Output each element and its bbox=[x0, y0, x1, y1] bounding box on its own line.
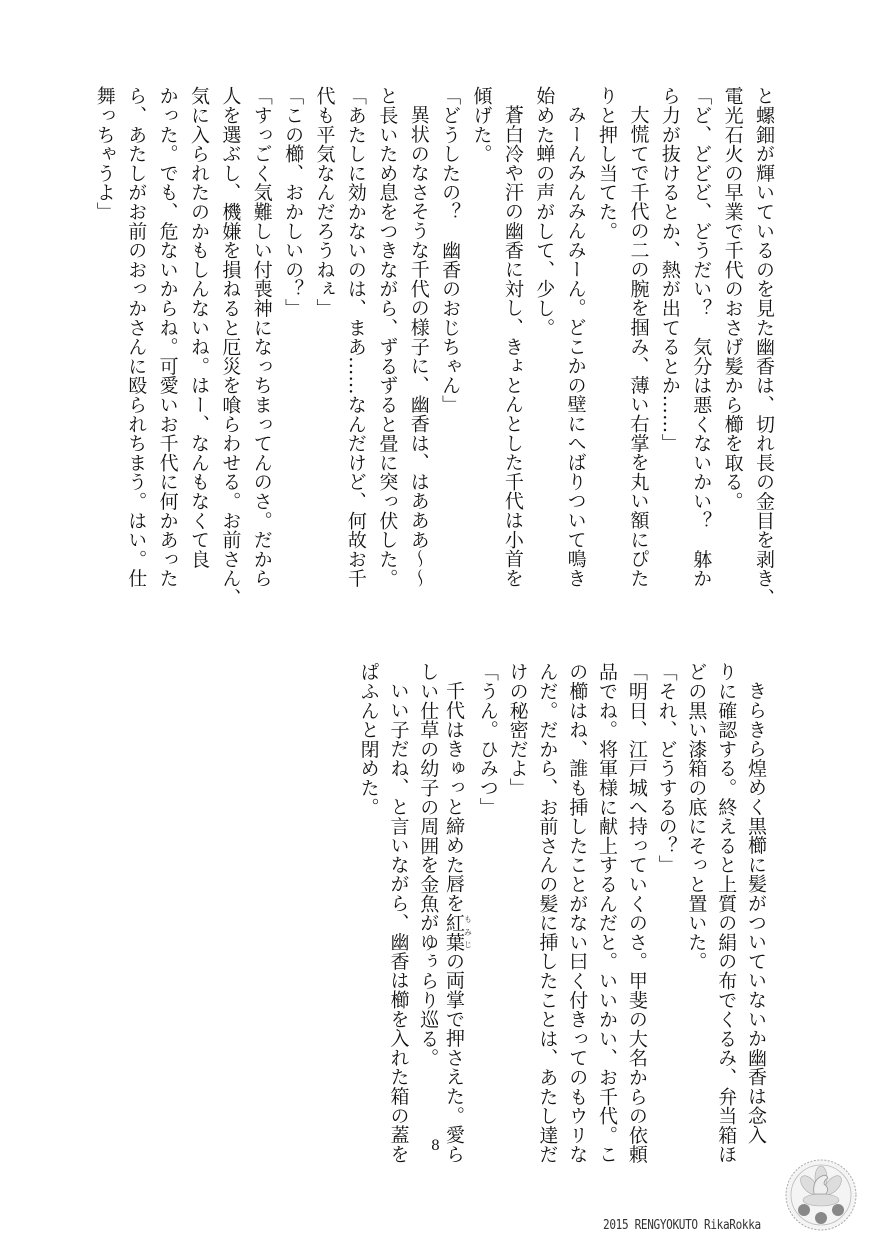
text-column bbox=[591, 662, 621, 1182]
text-column bbox=[340, 86, 371, 616]
column-text: りと押し当てた。 bbox=[596, 86, 619, 241]
text-column bbox=[685, 86, 716, 616]
text-column bbox=[120, 86, 151, 616]
column-text: 傾げた。 bbox=[470, 86, 493, 164]
column-text: どの黒い漆箱の底にそっと置いた。 bbox=[685, 662, 708, 971]
column-text: かった。でも、危ないからね。可愛いお千代に何かあった bbox=[156, 86, 179, 588]
text-column bbox=[561, 662, 591, 1182]
column-text: 代も平気なんだろうねぇ」 bbox=[313, 86, 336, 318]
text-column bbox=[653, 86, 684, 616]
column-text: 「この櫛、おかしいの？」 bbox=[282, 86, 305, 318]
text-column bbox=[502, 662, 532, 1182]
column-text: りに確認する。終えると上質の絹の布でくるみ、弁当箱ほ bbox=[715, 662, 738, 1164]
text-column bbox=[434, 86, 465, 616]
column-text: けの秘密だよ」 bbox=[506, 662, 529, 798]
ruby-base: 紅葉 bbox=[443, 912, 466, 952]
top-text-block bbox=[88, 86, 779, 616]
text-column bbox=[532, 662, 562, 1182]
column-text: 電光石火の早業で千代のおさげ髪から櫛を取る。 bbox=[721, 86, 744, 511]
text-column bbox=[465, 86, 496, 616]
column-text: 「あたしに効かないのは、まあ……なんだけど、何故お千 bbox=[344, 86, 367, 588]
column-text: 「うん。ひみつ」 bbox=[476, 662, 499, 817]
text-column bbox=[740, 662, 770, 1182]
column-text: 「明日、江戸城へ持っていくのさ。甲斐の大名からの依頼 bbox=[625, 662, 648, 1164]
column-text: しい仕草の幼子の周囲を金魚がゆぅらり巡る。 bbox=[417, 662, 440, 1068]
text-column bbox=[442, 662, 472, 1182]
column-text: きらきら煌めく黒櫛に髪がついていないか幽香は念入 bbox=[745, 681, 767, 1145]
column-text: 気に入られたのかもしんないね。はー、なんもなくて良 bbox=[187, 86, 210, 569]
text-column bbox=[383, 662, 413, 1182]
footer-credit: 2015 RENGYOKUTO RikaRokka bbox=[603, 1218, 761, 1233]
column-text: と長いため息をつきながら、ずるずると畳に突っ伏した。 bbox=[376, 86, 399, 588]
text-column bbox=[183, 86, 214, 616]
bottom-text-block bbox=[353, 662, 770, 1182]
text-column bbox=[353, 662, 383, 1182]
column-text: 異状のなさそうな千代の様子に、幽香は、はあああ〜〜 bbox=[407, 105, 430, 588]
ruby-annotation bbox=[443, 912, 473, 952]
column-text: の両掌で押さえた。愛ら bbox=[443, 951, 466, 1164]
column-text: と螺鈿が輝いているのを見た幽香は、切れ長の金目を剥き、 bbox=[753, 86, 775, 608]
text-column bbox=[371, 86, 402, 616]
column-text: んだ。だから、お前さんの髪に挿したことは、あたし達だ bbox=[536, 662, 559, 1164]
column-text: 始めた蝉の声がして、少し。 bbox=[533, 86, 556, 337]
column-text: 「どうしたの？ 幽香のおじちゃん」 bbox=[439, 86, 462, 415]
text-column bbox=[472, 662, 502, 1182]
text-column bbox=[591, 86, 622, 616]
column-text: 「それ、どうするの？」 bbox=[655, 662, 678, 875]
text-column bbox=[622, 86, 653, 616]
column-text: ぱふんと閉めた。 bbox=[357, 662, 380, 817]
column-text: 品でね。将軍様に献上するんだと。いいかい、お千代。こ bbox=[596, 662, 619, 1164]
column-text: 大慌てで千代の二の腕を掴み、薄い右掌を丸い額にぴた bbox=[627, 105, 650, 588]
text-column bbox=[716, 86, 747, 616]
column-text: の櫛はね、誰も挿したことがない曰く付きってのもウリな bbox=[566, 662, 589, 1164]
column-text: みーんみんみんみーん。どこかの壁にへばりついて鳴き bbox=[564, 105, 587, 588]
text-column bbox=[151, 86, 182, 616]
column-text: 蒼白冷や汗の幽香に対し、きょとんとした千代は小首を bbox=[501, 105, 524, 588]
text-column bbox=[308, 86, 339, 616]
column-text: 舞っちゃうよ」 bbox=[93, 86, 116, 222]
text-column bbox=[710, 662, 740, 1182]
text-column bbox=[651, 662, 681, 1182]
text-column bbox=[559, 86, 590, 616]
text-column bbox=[88, 86, 119, 616]
text-column bbox=[748, 86, 779, 616]
text-column bbox=[402, 86, 433, 616]
text-column bbox=[277, 86, 308, 616]
column-text: ら、あたしがお前のおっかさんに殴られちまう。はい。仕 bbox=[125, 86, 148, 588]
text-column bbox=[214, 86, 245, 616]
column-text: 人を選ぶし、機嫌を損ねると厄災を喰らわせる。お前さん、 bbox=[219, 86, 242, 608]
column-text: 「すっごく気難しい付喪神になっちまってんのさ。だから bbox=[250, 86, 273, 588]
text-column bbox=[528, 86, 559, 616]
circle-logo-icon bbox=[784, 1158, 858, 1232]
text-column bbox=[245, 86, 276, 616]
text-column bbox=[621, 662, 651, 1182]
column-text: いい子だね、と言いながら、幽香は櫛を入れた箱の蓋を bbox=[387, 681, 410, 1164]
text-column bbox=[496, 86, 527, 616]
column-text: 千代はきゅっと締めた唇を bbox=[443, 681, 466, 913]
ruby-text: もみじ bbox=[463, 912, 473, 952]
page-number: 8 bbox=[431, 1138, 440, 1154]
column-text: ら力が抜けるとか、熱が出てるとか……」 bbox=[658, 86, 681, 453]
column-text: 「ど、どどど、どうだい？ 気分は悪くないかい？ 躰か bbox=[690, 86, 713, 588]
text-column bbox=[681, 662, 711, 1182]
